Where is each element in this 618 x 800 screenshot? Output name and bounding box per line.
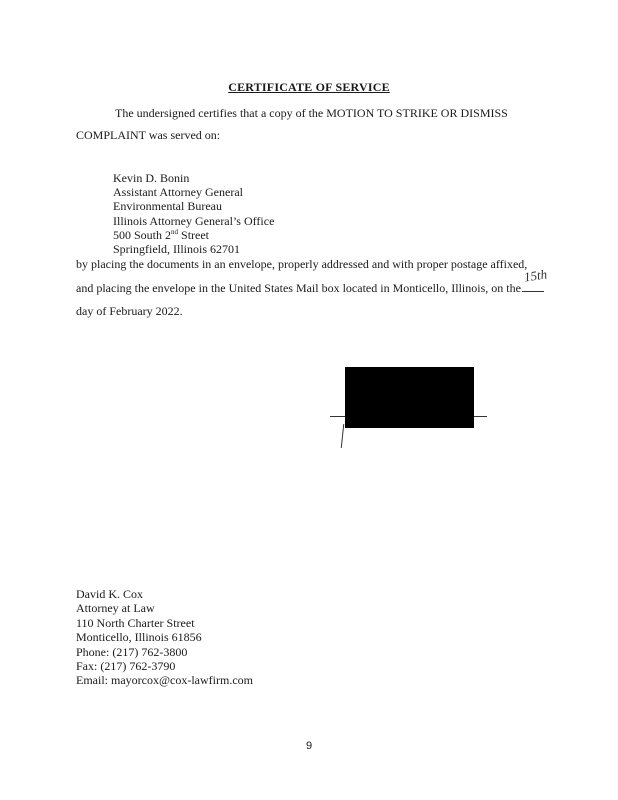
intro-line-1: The undersigned certifies that a copy of the MOTION TO STRIKE OR DISMISS <box>115 106 508 120</box>
recipient-street-name: Street <box>178 227 210 242</box>
service-line-3: day of February 2022. <box>76 304 183 318</box>
signatory-block <box>76 587 253 688</box>
intro-line-2: COMPLAINT was served on: <box>76 128 221 142</box>
signatory-street: 110 North Charter Street <box>76 615 195 630</box>
day-underline <box>522 291 544 292</box>
service-line-1: by placing the documents in an envelope, properly addressed and with proper postage affixed, <box>76 257 528 271</box>
redacted-signature <box>345 367 474 428</box>
service-line-2: and placing the envelope in the United States Mail box located in Monticello, Illinois, on the <box>76 281 521 295</box>
page-number: 9 <box>305 740 313 752</box>
signature-stroke <box>341 424 345 448</box>
recipient-street <box>113 228 274 242</box>
signatory-role: Attorney at Law <box>76 601 155 616</box>
certificate-title: CERTIFICATE OF SERVICE <box>228 80 390 94</box>
recipient-bureau: Environmental Bureau <box>113 199 222 214</box>
signatory-city: Monticello, Illinois 61856 <box>76 630 202 645</box>
signatory-fax: Fax: (217) 762-3790 <box>76 659 176 674</box>
recipient-office: Illinois Attorney General’s Office <box>113 213 275 228</box>
signatory-email: Email: mayorcox@cox-lawfirm.com <box>76 673 253 688</box>
recipient-address-block <box>113 171 274 256</box>
signatory-phone: Phone: (217) 762-3800 <box>76 644 188 659</box>
handwritten-day: 15th <box>522 266 548 285</box>
recipient-street-number: 500 South 2 <box>113 227 172 242</box>
recipient-name: Kevin D. Bonin <box>113 171 190 185</box>
recipient-city: Springfield, Illinois 62701 <box>113 242 240 257</box>
recipient-street-suffix: nd <box>171 227 179 236</box>
signatory-name: David K. Cox <box>76 587 143 601</box>
recipient-title: Assistant Attorney General <box>113 185 243 200</box>
